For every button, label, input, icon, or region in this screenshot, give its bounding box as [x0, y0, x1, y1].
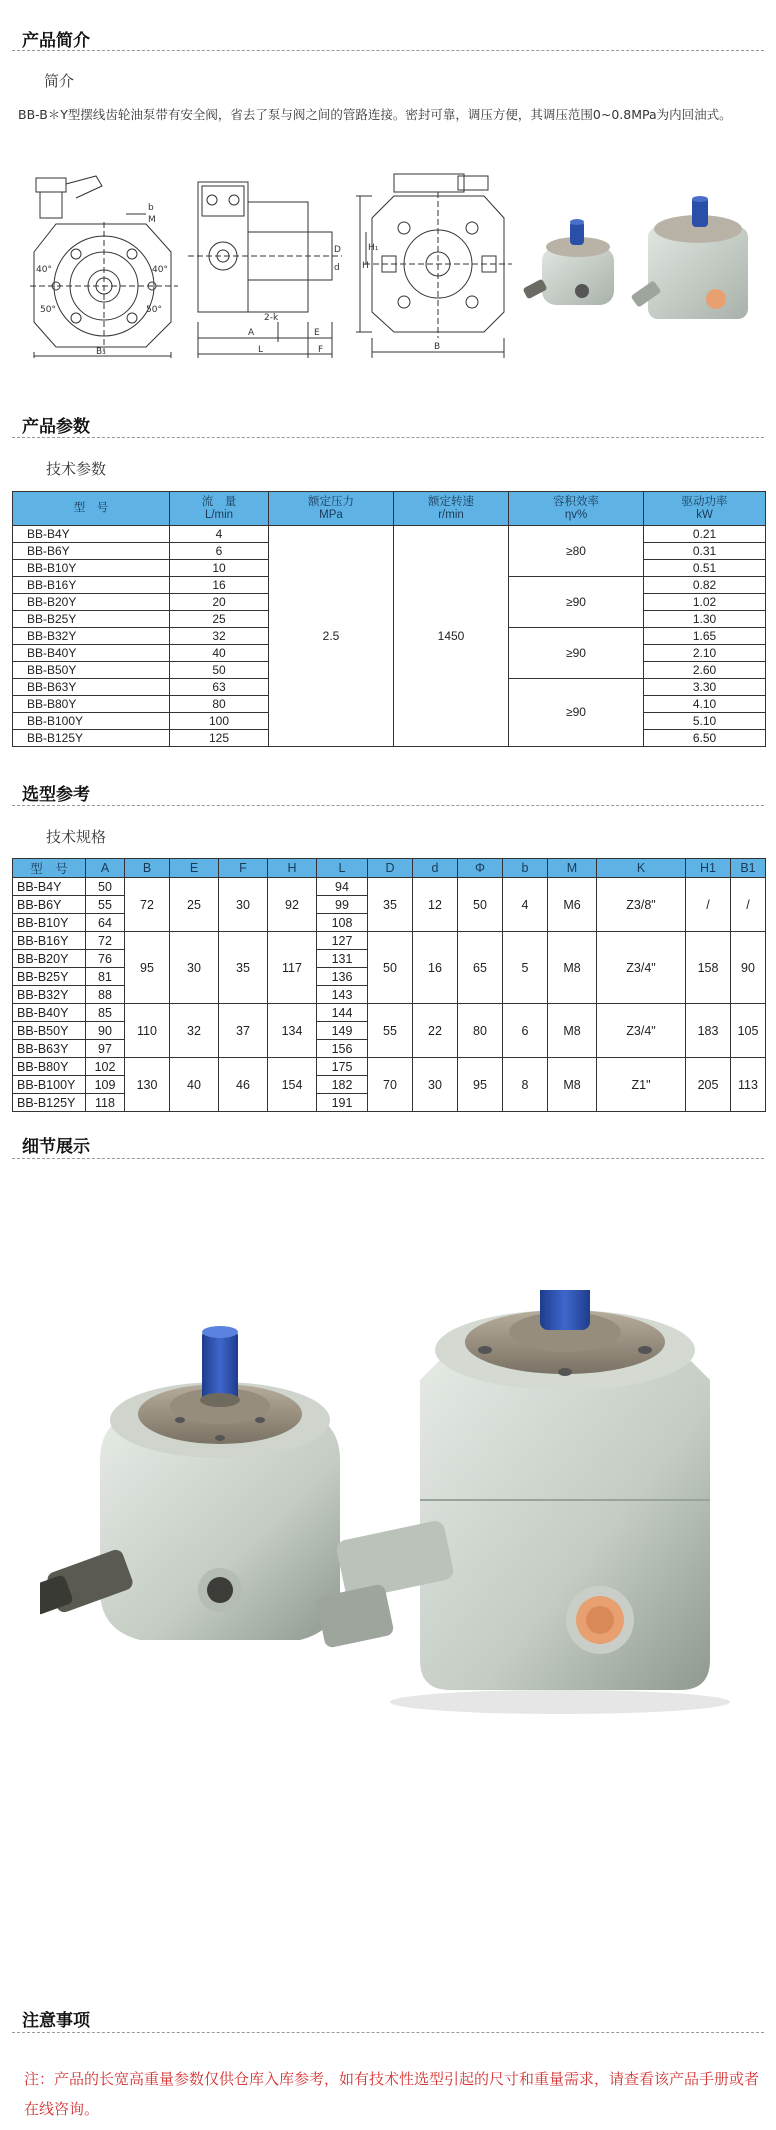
table-cell: 110 — [125, 1004, 170, 1058]
table-cell: 72 — [86, 932, 125, 950]
table-cell: BB-B100Y — [13, 713, 170, 730]
label-50: 50° — [40, 305, 56, 315]
spec-subtitle: 技术规格 — [46, 828, 107, 846]
table-cell: 175 — [317, 1058, 368, 1076]
table-cell: BB-B20Y — [13, 594, 170, 611]
table-cell: 105 — [731, 1004, 766, 1058]
table-cell: 85 — [86, 1004, 125, 1022]
section-title-intro: 产品简介 — [22, 31, 90, 51]
table-cell: 16 — [170, 577, 269, 594]
table-cell: Z3/4" — [597, 932, 686, 1004]
label-b3: B₃ — [96, 347, 106, 357]
table-row — [13, 1058, 766, 1076]
table-cell: / — [686, 878, 731, 932]
table-cell: 30 — [219, 878, 268, 932]
table-row — [13, 526, 766, 543]
column-header: D — [368, 859, 413, 878]
table-cell: BB-B6Y — [13, 543, 170, 560]
table-cell: ≥80 — [509, 526, 644, 577]
table-cell: 65 — [458, 932, 503, 1004]
table-cell: 35 — [368, 878, 413, 932]
label-50b: 50° — [146, 305, 162, 315]
table-cell: 25 — [170, 878, 219, 932]
label-f: F — [318, 345, 324, 355]
table-cell: BB-B4Y — [13, 878, 86, 896]
table-cell: 95 — [458, 1058, 503, 1112]
header-label: 流 量 — [201, 495, 237, 508]
table-cell: BB-B6Y — [13, 896, 86, 914]
divider — [12, 2032, 764, 2033]
table-cell: 10 — [170, 560, 269, 577]
technical-drawing-top — [354, 172, 519, 362]
header-label: 额定压力 — [308, 495, 354, 508]
table-cell: 154 — [268, 1058, 317, 1112]
table-cell: 16 — [413, 932, 458, 1004]
section-title-notice: 注意事项 — [22, 2011, 90, 2031]
table-cell: 80 — [458, 1004, 503, 1058]
col-speed — [394, 492, 509, 526]
column-header: H — [268, 859, 317, 878]
header-unit: kW — [696, 508, 713, 521]
table-cell: 32 — [170, 628, 269, 645]
table-cell: M6 — [548, 878, 597, 932]
table-cell: BB-B80Y — [13, 1058, 86, 1076]
table-cell: 8 — [503, 1058, 548, 1112]
table-cell: 90 — [731, 932, 766, 1004]
table-cell: 35 — [219, 932, 268, 1004]
params-subtitle: 技术参数 — [46, 460, 107, 478]
table-cell: BB-B25Y — [13, 611, 170, 628]
table-cell: 108 — [317, 914, 368, 932]
column-header: d — [413, 859, 458, 878]
table-cell: 5 — [503, 932, 548, 1004]
pump-photo-small — [520, 195, 760, 335]
table-cell: 113 — [731, 1058, 766, 1112]
table-cell: 50 — [86, 878, 125, 896]
table-cell: 102 — [86, 1058, 125, 1076]
table-cell: 50 — [170, 662, 269, 679]
divider — [12, 805, 764, 806]
table-cell: BB-B50Y — [13, 662, 170, 679]
column-header: K — [597, 859, 686, 878]
params-body — [13, 526, 766, 747]
header-label: 型 号 — [73, 502, 109, 514]
table-cell: 4 — [503, 878, 548, 932]
table-cell: 99 — [317, 896, 368, 914]
table-cell: 143 — [317, 986, 368, 1004]
table-cell: 125 — [170, 730, 269, 747]
table-cell: 131 — [317, 950, 368, 968]
table-cell: 158 — [686, 932, 731, 1004]
table-cell: BB-B63Y — [13, 1040, 86, 1058]
table-cell: 0.31 — [644, 543, 766, 560]
table-cell: 117 — [268, 932, 317, 1004]
table-cell: 0.82 — [644, 577, 766, 594]
table-cell: 30 — [170, 932, 219, 1004]
table-cell: 6 — [170, 543, 269, 560]
column-header: b — [503, 859, 548, 878]
table-header-row — [13, 492, 766, 526]
column-header: 型 号 — [13, 859, 86, 878]
col-pressure — [269, 492, 394, 526]
table-cell: BB-B25Y — [13, 968, 86, 986]
table-cell: 182 — [317, 1076, 368, 1094]
table-cell: BB-B32Y — [13, 986, 86, 1004]
table-cell: BB-B32Y — [13, 628, 170, 645]
table-cell: 3.30 — [644, 679, 766, 696]
table-cell: 12 — [413, 878, 458, 932]
label-d-lower: d — [334, 263, 340, 273]
table-cell: 130 — [125, 1058, 170, 1112]
table-cell: Z3/8" — [597, 878, 686, 932]
section-title-selection: 选型参考 — [22, 785, 90, 805]
table-cell: / — [731, 878, 766, 932]
column-header: A — [86, 859, 125, 878]
column-header: B — [125, 859, 170, 878]
label-b: b — [148, 203, 154, 213]
table-cell: 55 — [368, 1004, 413, 1058]
label-bb: B — [434, 342, 441, 352]
table-cell: 156 — [317, 1040, 368, 1058]
header-label: 容积效率 — [553, 495, 599, 508]
header-label: 驱动功率 — [681, 495, 728, 508]
table-cell: 90 — [86, 1022, 125, 1040]
table-cell: BB-B40Y — [13, 1004, 86, 1022]
table-cell: 118 — [86, 1094, 125, 1112]
intro-text: BB-B＊Y型摆线齿轮油泵带有安全阀，省去了泵与阀之间的管路连接。密封可靠，调压方便，其调压范围0~0.8MPa为内回油式。 — [18, 107, 732, 122]
table-cell: 97 — [86, 1040, 125, 1058]
column-header: H1 — [686, 859, 731, 878]
table-cell: 70 — [368, 1058, 413, 1112]
header-unit: L/min — [204, 508, 234, 521]
table-cell: 1.65 — [644, 628, 766, 645]
label-h: H — [362, 261, 369, 271]
section-title-detail: 细节展示 — [22, 1137, 90, 1157]
table-cell: M8 — [548, 932, 597, 1004]
table-row — [13, 932, 766, 950]
table-cell: 63 — [170, 679, 269, 696]
table-cell: 50 — [368, 932, 413, 1004]
table-cell: 76 — [86, 950, 125, 968]
spec-table — [12, 858, 766, 1112]
table-cell: 0.51 — [644, 560, 766, 577]
table-cell: 40 — [170, 645, 269, 662]
column-header: E — [170, 859, 219, 878]
table-cell: 92 — [268, 878, 317, 932]
table-cell: 22 — [413, 1004, 458, 1058]
table-cell: 100 — [170, 713, 269, 730]
divider — [12, 1158, 764, 1159]
technical-drawing-side — [188, 172, 348, 362]
table-cell: 6.50 — [644, 730, 766, 747]
table-cell: 205 — [686, 1058, 731, 1112]
header-unit: MPa — [319, 508, 343, 521]
table-cell: 6 — [503, 1004, 548, 1058]
table-cell: M8 — [548, 1058, 597, 1112]
table-row — [13, 1004, 766, 1022]
table-cell: 2.5 — [269, 526, 394, 747]
table-cell: 46 — [219, 1058, 268, 1112]
table-cell: Z1" — [597, 1058, 686, 1112]
label-h1: H₁ — [368, 243, 379, 253]
table-cell: 1.02 — [644, 594, 766, 611]
table-cell: ≥90 — [509, 628, 644, 679]
table-cell: 30 — [413, 1058, 458, 1112]
table-cell: BB-B125Y — [13, 1094, 86, 1112]
table-cell: 25 — [170, 611, 269, 628]
col-power — [644, 492, 766, 526]
table-cell: 144 — [317, 1004, 368, 1022]
table-cell: 88 — [86, 986, 125, 1004]
header-unit: ηv% — [564, 508, 588, 521]
table-cell: 0.21 — [644, 526, 766, 543]
table-cell: 183 — [686, 1004, 731, 1058]
column-header: L — [317, 859, 368, 878]
header-label: 额定转速 — [428, 495, 474, 508]
column-header: B1 — [731, 859, 766, 878]
table-cell: 1.30 — [644, 611, 766, 628]
label-40: 40° — [36, 265, 52, 275]
table-cell: 20 — [170, 594, 269, 611]
table-cell: Z3/4" — [597, 1004, 686, 1058]
label-2k: 2-k — [264, 313, 279, 323]
column-header: F — [219, 859, 268, 878]
table-cell: 136 — [317, 968, 368, 986]
label-d-upper: D — [334, 245, 341, 255]
table-cell: BB-B50Y — [13, 1022, 86, 1040]
column-header: Φ — [458, 859, 503, 878]
table-cell: 4.10 — [644, 696, 766, 713]
table-cell: 2.10 — [644, 645, 766, 662]
table-cell: 94 — [317, 878, 368, 896]
col-model — [13, 492, 170, 526]
table-cell: ≥90 — [509, 679, 644, 747]
table-cell: BB-B16Y — [13, 932, 86, 950]
table-cell: 72 — [125, 878, 170, 932]
table-cell: 40 — [170, 1058, 219, 1112]
table-cell: BB-B40Y — [13, 645, 170, 662]
pump-photo-large — [40, 1290, 760, 1730]
table-cell: BB-B125Y — [13, 730, 170, 747]
table-row — [13, 878, 766, 896]
table-cell: BB-B16Y — [13, 577, 170, 594]
label-40b: 40° — [152, 265, 168, 275]
table-cell: 80 — [170, 696, 269, 713]
table-cell: BB-B100Y — [13, 1076, 86, 1094]
table-cell: 64 — [86, 914, 125, 932]
table-cell: 55 — [86, 896, 125, 914]
table-cell: BB-B10Y — [13, 560, 170, 577]
divider — [12, 437, 764, 438]
column-header: M — [548, 859, 597, 878]
section-title-params: 产品参数 — [22, 417, 90, 437]
table-cell: 5.10 — [644, 713, 766, 730]
table-cell: 95 — [125, 932, 170, 1004]
col-efficiency — [509, 492, 644, 526]
header-unit: r/min — [438, 508, 464, 521]
spec-body — [13, 878, 766, 1112]
table-cell: BB-B4Y — [13, 526, 170, 543]
table-cell: 50 — [458, 878, 503, 932]
label-l: L — [258, 345, 264, 355]
technical-drawing-front — [26, 172, 186, 362]
col-flow — [170, 492, 269, 526]
table-cell: BB-B80Y — [13, 696, 170, 713]
table-cell: BB-B63Y — [13, 679, 170, 696]
params-table — [12, 491, 766, 747]
table-cell: 81 — [86, 968, 125, 986]
table-cell: M8 — [548, 1004, 597, 1058]
table-cell: 4 — [170, 526, 269, 543]
intro-subtitle: 简介 — [44, 72, 75, 90]
table-cell: 32 — [170, 1004, 219, 1058]
label-e: E — [314, 328, 320, 338]
table-cell: BB-B10Y — [13, 914, 86, 932]
table-cell: 1450 — [394, 526, 509, 747]
label-a: A — [248, 328, 255, 338]
table-cell: 191 — [317, 1094, 368, 1112]
table-cell: 134 — [268, 1004, 317, 1058]
table-header-row — [13, 859, 766, 878]
table-cell: 149 — [317, 1022, 368, 1040]
table-cell: ≥90 — [509, 577, 644, 628]
table-cell: BB-B20Y — [13, 950, 86, 968]
notice-text: 注：产品的长宽高重量参数仅供仓库入库参考，如有技术性选型引起的尺寸和重量需求，请查看该产品手册或者在线咨询。 — [24, 2070, 760, 2118]
table-cell: 127 — [317, 932, 368, 950]
label-m: M — [148, 215, 156, 225]
table-cell: 37 — [219, 1004, 268, 1058]
table-cell: 109 — [86, 1076, 125, 1094]
table-cell: 2.60 — [644, 662, 766, 679]
divider — [12, 50, 764, 51]
